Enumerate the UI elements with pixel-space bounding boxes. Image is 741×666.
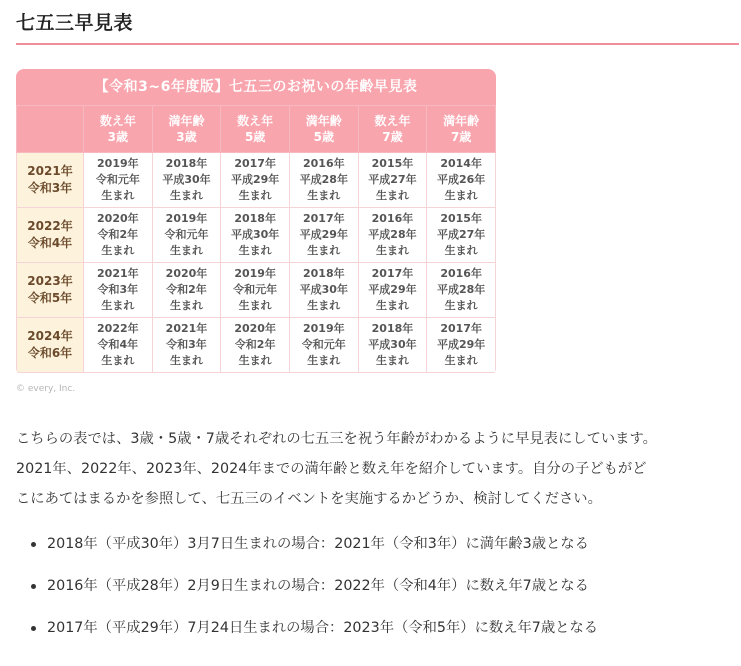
chart-cell: 2019年 令和元年 生まれ <box>221 263 290 318</box>
chart-row-year: 2021年 令和3年 <box>17 153 84 208</box>
chart-cell: 2020年 令和2年 生まれ <box>152 263 221 318</box>
chart-cell: 2016年 平成28年 生まれ <box>289 153 358 208</box>
chart-row-year: 2024年 令和6年 <box>17 318 84 373</box>
chart-cell: 2019年 令和元年 生まれ <box>84 153 153 208</box>
chart-cell: 2017年 平成29年 生まれ <box>221 153 290 208</box>
chart-cell: 2016年 平成28年 生まれ <box>427 263 496 318</box>
chart-row <box>17 263 496 318</box>
chart-column-header: 満年齢 7歳 <box>427 106 496 153</box>
chart-cell: 2018年 平成30年 生まれ <box>358 318 427 373</box>
page-title: 七五三早見表 <box>16 12 134 34</box>
chart-row-year: 2022年 令和4年 <box>17 208 84 263</box>
chart-column-header: 数え年 3歳 <box>84 106 153 153</box>
example-list <box>16 529 738 655</box>
chart-cell: 2018年 平成30年 生まれ <box>289 263 358 318</box>
chart-cell: 2014年 平成26年 生まれ <box>427 153 496 208</box>
example-text: 2016年（平成28年）2月9日生まれの場合：2022年（令和4年）に数え年7歳となる <box>47 578 589 594</box>
chart-column-header: 数え年 5歳 <box>221 106 290 153</box>
intro-line: こちらの表では、3歳・5歳・7歳それぞれの七五三を祝う年齢がわかるように早見表にしています。 <box>16 431 657 447</box>
example-text: 2018年（平成30年）3月7日生まれの場合：2021年（令和3年）に満年齢3歳となる <box>47 536 589 552</box>
intro-line: こにあてはまるかを参照して、七五三のイベントを実施するかどうか、検討してください。 <box>16 491 602 507</box>
bullet-dot <box>31 626 36 631</box>
chart-title: 【令和3~6年度版】七五三のお祝いの年齢早見表 <box>16 69 496 105</box>
chart-cell: 2015年 平成27年 生まれ <box>358 153 427 208</box>
chart-column-header: 満年齢 3歳 <box>152 106 221 153</box>
image-credit: © every, Inc. <box>16 384 76 394</box>
chart-cell: 2020年 令和2年 生まれ <box>84 208 153 263</box>
bullet-dot <box>31 542 36 547</box>
intro-paragraph <box>16 424 738 514</box>
chart-cell: 2017年 平成29年 生まれ <box>358 263 427 318</box>
chart-row <box>17 208 496 263</box>
chart-cell: 2022年 令和4年 生まれ <box>84 318 153 373</box>
title-divider <box>16 43 739 45</box>
example-item <box>16 613 738 655</box>
chart-cell: 2017年 平成29年 生まれ <box>289 208 358 263</box>
chart-cell: 2021年 令和3年 生まれ <box>152 318 221 373</box>
chart-row-year: 2023年 令和5年 <box>17 263 84 318</box>
chart-cell: 2019年 令和元年 生まれ <box>289 318 358 373</box>
chart-cell: 2015年 平成27年 生まれ <box>427 208 496 263</box>
age-chart-table <box>16 105 496 373</box>
chart-cell: 2017年 平成29年 生まれ <box>427 318 496 373</box>
chart-cell: 2018年 平成30年 生まれ <box>152 153 221 208</box>
example-item <box>16 529 738 571</box>
chart-cell: 2019年 令和元年 生まれ <box>152 208 221 263</box>
chart-corner-cell <box>17 106 84 153</box>
example-item <box>16 571 738 613</box>
chart-column-header: 数え年 7歳 <box>358 106 427 153</box>
example-text: 2017年（平成29年）7月24日生まれの場合：2023年（令和5年）に数え年7歳となる <box>47 620 599 636</box>
chart-cell: 2020年 令和2年 生まれ <box>221 318 290 373</box>
chart-column-header: 満年齢 5歳 <box>289 106 358 153</box>
chart-row <box>17 318 496 373</box>
chart-cell: 2016年 平成28年 生まれ <box>358 208 427 263</box>
intro-line: 2021年、2022年、2023年、2024年までの満年齢と数え年を紹介しています。自分の子どもがど <box>16 461 647 477</box>
bullet-dot <box>31 584 36 589</box>
chart-row <box>17 153 496 208</box>
chart-cell: 2021年 令和3年 生まれ <box>84 263 153 318</box>
chart-cell: 2018年 平成30年 生まれ <box>221 208 290 263</box>
chart-header-row <box>17 106 496 153</box>
age-chart-image <box>16 69 496 376</box>
